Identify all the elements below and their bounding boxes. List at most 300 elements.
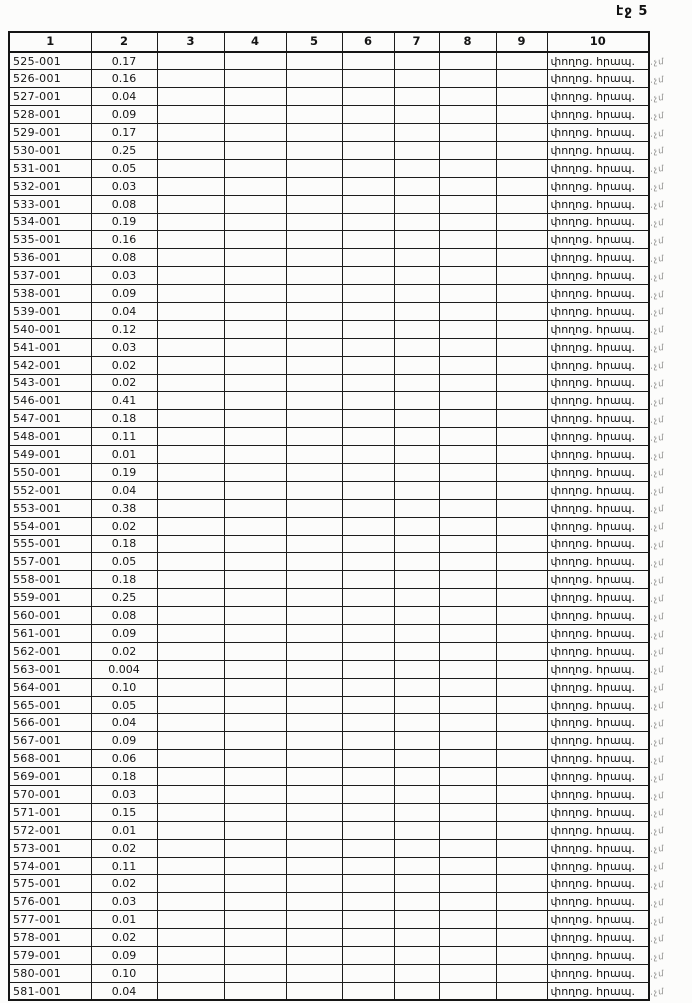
cell-empty	[439, 159, 496, 177]
cell-empty	[224, 446, 286, 464]
cell-empty	[439, 821, 496, 839]
cell-empty	[286, 70, 342, 88]
cell-empty	[157, 660, 224, 678]
table-row	[9, 678, 649, 696]
cell-empty	[394, 356, 439, 374]
cell-empty	[394, 141, 439, 159]
cell-empty	[394, 52, 439, 70]
cell-empty	[224, 857, 286, 875]
cell-empty	[157, 124, 224, 142]
cell-empty	[286, 571, 342, 589]
cell-designation-note: փողոց. հրապ.	[547, 571, 649, 589]
cell-empty	[224, 159, 286, 177]
cell-parcel-id: 572-001	[9, 821, 91, 839]
cell-empty	[394, 607, 439, 625]
cell-empty	[224, 678, 286, 696]
table-row	[9, 803, 649, 821]
cell-empty	[286, 52, 342, 70]
cell-empty	[394, 732, 439, 750]
cell-parcel-id: 543-001	[9, 374, 91, 392]
cell-empty	[496, 607, 547, 625]
column-header-9: 9	[496, 32, 547, 52]
margin-scan-mark: .չմ	[649, 808, 665, 820]
cell-designation-note: փողոց. հրապ.	[547, 660, 649, 678]
cell-empty	[286, 589, 342, 607]
cell-empty	[224, 302, 286, 320]
table-row	[9, 875, 649, 893]
cell-empty	[286, 535, 342, 553]
cell-empty	[157, 374, 224, 392]
cell-area-value: 0.01	[91, 446, 157, 464]
cell-empty	[224, 141, 286, 159]
table-row	[9, 786, 649, 804]
cell-empty	[394, 446, 439, 464]
cell-designation-note: փողոց. հրապ.	[547, 499, 649, 517]
cell-parcel-id: 565-001	[9, 696, 91, 714]
table-row	[9, 553, 649, 571]
cell-empty	[224, 374, 286, 392]
cell-empty	[439, 803, 496, 821]
table-row	[9, 750, 649, 768]
cell-empty	[342, 660, 394, 678]
cell-area-value: 0.05	[91, 553, 157, 571]
cell-area-value: 0.03	[91, 786, 157, 804]
cell-empty	[439, 678, 496, 696]
cell-empty	[342, 213, 394, 231]
cell-designation-note: փողոց. հրապ.	[547, 356, 649, 374]
cell-empty	[286, 964, 342, 982]
column-header-6: 6	[342, 32, 394, 52]
cell-parcel-id: 580-001	[9, 964, 91, 982]
cell-parcel-id: 574-001	[9, 857, 91, 875]
cell-empty	[342, 231, 394, 249]
cell-empty	[286, 177, 342, 195]
cell-parcel-id: 532-001	[9, 177, 91, 195]
cell-empty	[286, 875, 342, 893]
cell-empty	[224, 517, 286, 535]
cell-designation-note: փողոց. հրապ.	[547, 678, 649, 696]
cell-empty	[342, 481, 394, 499]
cell-empty	[342, 374, 394, 392]
cell-parcel-id: 555-001	[9, 535, 91, 553]
margin-scan-mark: .չմ	[649, 110, 665, 122]
cell-parcel-id: 540-001	[9, 320, 91, 338]
cell-empty	[439, 374, 496, 392]
cell-empty	[286, 768, 342, 786]
margin-scan-mark: .չմ	[649, 576, 665, 587]
cell-parcel-id: 558-001	[9, 571, 91, 589]
cell-empty	[496, 481, 547, 499]
cell-empty	[439, 302, 496, 320]
cell-empty	[394, 231, 439, 249]
table-body	[9, 52, 649, 1000]
cell-empty	[342, 875, 394, 893]
cell-empty	[496, 302, 547, 320]
cell-empty	[496, 338, 547, 356]
cell-empty	[157, 70, 224, 88]
cell-empty	[286, 947, 342, 965]
cell-empty	[394, 553, 439, 571]
cell-empty	[496, 285, 547, 303]
cell-empty	[439, 106, 496, 124]
cell-area-value: 0.12	[91, 320, 157, 338]
cell-empty	[342, 893, 394, 911]
cell-empty	[439, 231, 496, 249]
cell-empty	[224, 839, 286, 857]
margin-scan-mark: .չմ	[649, 969, 665, 981]
cell-empty	[286, 982, 342, 1000]
cell-designation-note: փողոց. հրապ.	[547, 267, 649, 285]
cell-area-value: 0.03	[91, 893, 157, 911]
table-row	[9, 267, 649, 285]
cell-empty	[439, 750, 496, 768]
cell-area-value: 0.17	[91, 124, 157, 142]
cell-empty	[224, 410, 286, 428]
cell-designation-note: փողոց. հրապ.	[547, 177, 649, 195]
cell-empty	[342, 982, 394, 1000]
cell-empty	[342, 249, 394, 267]
cell-empty	[286, 499, 342, 517]
column-header-4: 4	[224, 32, 286, 52]
margin-scan-mark: .չմ	[649, 862, 665, 873]
cell-empty	[224, 911, 286, 929]
cell-empty	[157, 463, 224, 481]
cell-parcel-id: 548-001	[9, 428, 91, 446]
cell-empty	[439, 947, 496, 965]
cell-empty	[439, 499, 496, 517]
table-row	[9, 124, 649, 142]
margin-scan-mark: .չմ	[649, 683, 665, 694]
cell-empty	[342, 750, 394, 768]
cell-designation-note: փողոց. հրապ.	[547, 750, 649, 768]
cell-empty	[157, 642, 224, 660]
cell-empty	[342, 857, 394, 875]
cell-empty	[157, 481, 224, 499]
cell-empty	[496, 535, 547, 553]
cell-empty	[439, 141, 496, 159]
cell-empty	[496, 392, 547, 410]
cell-parcel-id: 575-001	[9, 875, 91, 893]
cell-empty	[286, 481, 342, 499]
cell-empty	[439, 285, 496, 303]
cell-empty	[496, 964, 547, 982]
cell-parcel-id: 541-001	[9, 338, 91, 356]
table-row	[9, 231, 649, 249]
margin-scan-mark: .չմ	[649, 218, 665, 229]
cell-designation-note: փողոց. հրապ.	[547, 231, 649, 249]
cell-designation-note: փողոց. հրապ.	[547, 803, 649, 821]
table-row	[9, 70, 649, 88]
cell-empty	[439, 875, 496, 893]
cell-empty	[224, 320, 286, 338]
cell-parcel-id: 562-001	[9, 642, 91, 660]
cell-empty	[342, 839, 394, 857]
cell-empty	[496, 320, 547, 338]
cell-empty	[286, 714, 342, 732]
cell-designation-note: փողոց. հրապ.	[547, 159, 649, 177]
cell-area-value: 0.09	[91, 625, 157, 643]
cell-empty	[224, 714, 286, 732]
cell-empty	[439, 857, 496, 875]
cell-designation-note: փողոց. հրապ.	[547, 446, 649, 464]
cell-designation-note: փողոց. հրապ.	[547, 589, 649, 607]
cell-designation-note: փողոց. հրապ.	[547, 768, 649, 786]
cell-parcel-id: 564-001	[9, 678, 91, 696]
cell-empty	[496, 660, 547, 678]
margin-scan-mark: .չմ	[649, 146, 665, 158]
cell-empty	[342, 410, 394, 428]
table-row	[9, 893, 649, 911]
cell-empty	[157, 249, 224, 267]
cell-empty	[496, 410, 547, 428]
table-row	[9, 88, 649, 106]
cell-empty	[224, 124, 286, 142]
cell-empty	[496, 106, 547, 124]
cell-empty	[439, 553, 496, 571]
cell-empty	[496, 517, 547, 535]
cell-designation-note: փողոց. հրապ.	[547, 285, 649, 303]
cell-empty	[342, 553, 394, 571]
cell-empty	[157, 750, 224, 768]
table-row	[9, 159, 649, 177]
cell-empty	[439, 70, 496, 88]
cell-empty	[439, 839, 496, 857]
cell-empty	[157, 195, 224, 213]
margin-scan-mark: .չմ	[649, 379, 665, 390]
cell-area-value: 0.03	[91, 338, 157, 356]
cell-area-value: 0.02	[91, 839, 157, 857]
column-header-3: 3	[157, 32, 224, 52]
cell-designation-note: փողոց. հրապ.	[547, 517, 649, 535]
cell-area-value: 0.08	[91, 249, 157, 267]
cell-area-value: 0.06	[91, 750, 157, 768]
cell-empty	[439, 786, 496, 804]
table-row	[9, 660, 649, 678]
cell-empty	[224, 338, 286, 356]
cell-empty	[342, 607, 394, 625]
cell-parcel-id: 550-001	[9, 463, 91, 481]
cell-empty	[157, 428, 224, 446]
margin-scan-mark: .չմ	[649, 880, 665, 891]
cell-empty	[394, 803, 439, 821]
cell-empty	[342, 696, 394, 714]
cell-parcel-id: 538-001	[9, 285, 91, 303]
cell-empty	[224, 428, 286, 446]
cell-parcel-id: 579-001	[9, 947, 91, 965]
cell-empty	[342, 52, 394, 70]
table-row	[9, 947, 649, 965]
cell-area-value: 0.03	[91, 177, 157, 195]
cell-empty	[394, 428, 439, 446]
cell-empty	[439, 356, 496, 374]
column-header-7: 7	[394, 32, 439, 52]
cell-empty	[224, 803, 286, 821]
cell-area-value: 0.02	[91, 356, 157, 374]
cell-empty	[496, 571, 547, 589]
cell-parcel-id: 530-001	[9, 141, 91, 159]
cell-empty	[342, 70, 394, 88]
cell-empty	[394, 875, 439, 893]
cell-empty	[394, 106, 439, 124]
cell-area-value: 0.08	[91, 195, 157, 213]
cell-empty	[496, 195, 547, 213]
cell-empty	[224, 732, 286, 750]
cell-area-value: 0.02	[91, 875, 157, 893]
table-row	[9, 410, 649, 428]
cell-empty	[224, 231, 286, 249]
cell-empty	[157, 714, 224, 732]
cell-designation-note: փողոց. հրապ.	[547, 911, 649, 929]
table-row	[9, 982, 649, 1000]
table-row	[9, 338, 649, 356]
cell-empty	[224, 535, 286, 553]
cell-empty	[342, 911, 394, 929]
cell-empty	[394, 714, 439, 732]
cell-empty	[157, 267, 224, 285]
cell-area-value: 0.10	[91, 678, 157, 696]
margin-scan-mark: .չմ	[649, 75, 665, 86]
cell-empty	[394, 911, 439, 929]
table-row	[9, 589, 649, 607]
cell-empty	[342, 428, 394, 446]
margin-scan-mark: .չմ	[649, 486, 665, 498]
margin-scan-mark: .չմ	[649, 253, 665, 265]
cell-parcel-id: 566-001	[9, 714, 91, 732]
cell-designation-note: փողոց. հրապ.	[547, 195, 649, 213]
cell-designation-note: փողոց. հրապ.	[547, 625, 649, 643]
table-row	[9, 106, 649, 124]
table-row	[9, 642, 649, 660]
margin-scan-mark: .չմ	[649, 558, 665, 569]
cell-empty	[224, 875, 286, 893]
cell-empty	[157, 875, 224, 893]
cell-empty	[286, 660, 342, 678]
cell-empty	[394, 320, 439, 338]
cell-empty	[224, 106, 286, 124]
margin-scan-mark: .չմ	[649, 701, 665, 712]
cell-empty	[157, 571, 224, 589]
margin-scan-mark: .չմ	[649, 987, 665, 999]
cell-empty	[439, 929, 496, 947]
table-row	[9, 177, 649, 195]
cell-empty	[224, 982, 286, 1000]
cell-area-value: 0.05	[91, 696, 157, 714]
table-row	[9, 571, 649, 589]
cell-empty	[496, 428, 547, 446]
cell-parcel-id: 560-001	[9, 607, 91, 625]
cell-empty	[224, 499, 286, 517]
cell-designation-note: փողոց. հրապ.	[547, 553, 649, 571]
cell-empty	[286, 625, 342, 643]
cell-empty	[157, 839, 224, 857]
cell-empty	[439, 320, 496, 338]
cell-designation-note: փողոց. հրապ.	[547, 88, 649, 106]
margin-scan-mark: .չմ	[649, 236, 665, 247]
margin-scan-mark: .չմ	[649, 361, 665, 372]
cell-empty	[394, 285, 439, 303]
scanned-table	[8, 31, 650, 1001]
column-header-1: 1	[9, 32, 91, 52]
cell-empty	[342, 678, 394, 696]
cell-empty	[224, 88, 286, 106]
cell-empty	[394, 249, 439, 267]
column-header-5: 5	[286, 32, 342, 52]
cell-designation-note: փողոց. հրապ.	[547, 839, 649, 857]
cell-designation-note: փողոց. հրապ.	[547, 821, 649, 839]
cell-empty	[439, 714, 496, 732]
cell-empty	[157, 392, 224, 410]
cell-designation-note: փողոց. հրապ.	[547, 106, 649, 124]
cell-empty	[342, 124, 394, 142]
cell-empty	[286, 267, 342, 285]
cell-empty	[286, 392, 342, 410]
cell-empty	[394, 499, 439, 517]
cell-empty	[496, 374, 547, 392]
cell-empty	[394, 750, 439, 768]
cell-designation-note: փողոց. հրապ.	[547, 696, 649, 714]
cell-empty	[342, 499, 394, 517]
cell-parcel-id: 578-001	[9, 929, 91, 947]
cell-empty	[394, 821, 439, 839]
margin-scan-mark: .չմ	[649, 182, 665, 193]
cell-empty	[342, 589, 394, 607]
cell-area-value: 0.09	[91, 106, 157, 124]
cell-empty	[224, 356, 286, 374]
cell-empty	[157, 177, 224, 195]
margin-scan-mark: .չմ	[649, 719, 665, 730]
cell-empty	[394, 159, 439, 177]
margin-scan-mark: .չմ	[649, 415, 665, 426]
cell-empty	[496, 929, 547, 947]
cell-empty	[496, 803, 547, 821]
cell-empty	[394, 696, 439, 714]
cell-empty	[394, 517, 439, 535]
cell-empty	[157, 982, 224, 1000]
cell-area-value: 0.18	[91, 410, 157, 428]
margin-scan-mark: .չմ	[649, 325, 665, 337]
cell-designation-note: փողոց. հրապ.	[547, 893, 649, 911]
cell-empty	[439, 571, 496, 589]
cell-empty	[342, 338, 394, 356]
cell-designation-note: փողոց. հրապ.	[547, 947, 649, 965]
cell-empty	[496, 589, 547, 607]
cell-area-value: 0.19	[91, 213, 157, 231]
cell-area-value: 0.10	[91, 964, 157, 982]
cell-empty	[394, 857, 439, 875]
cell-designation-note: փողոց. հրապ.	[547, 410, 649, 428]
cell-empty	[496, 839, 547, 857]
cell-empty	[342, 267, 394, 285]
cell-empty	[342, 177, 394, 195]
cell-empty	[157, 929, 224, 947]
cell-designation-note: փողոց. հրապ.	[547, 857, 649, 875]
margin-scan-mark: .չմ	[649, 898, 665, 909]
cell-empty	[157, 106, 224, 124]
cell-area-value: 0.02	[91, 642, 157, 660]
cell-designation-note: փողոց. հրապ.	[547, 875, 649, 893]
cell-area-value: 0.17	[91, 52, 157, 70]
cell-parcel-id: 525-001	[9, 52, 91, 70]
margin-scan-mark: .չմ	[649, 289, 665, 301]
cell-parcel-id: 549-001	[9, 446, 91, 464]
cell-parcel-id: 539-001	[9, 302, 91, 320]
cell-empty	[224, 589, 286, 607]
margin-scan-mark: .չմ	[649, 450, 665, 462]
page-number-label: էջ 5	[616, 4, 649, 19]
cell-empty	[496, 356, 547, 374]
cell-designation-note: փողոց. հրապ.	[547, 929, 649, 947]
cell-designation-note: փողոց. հրապ.	[547, 428, 649, 446]
